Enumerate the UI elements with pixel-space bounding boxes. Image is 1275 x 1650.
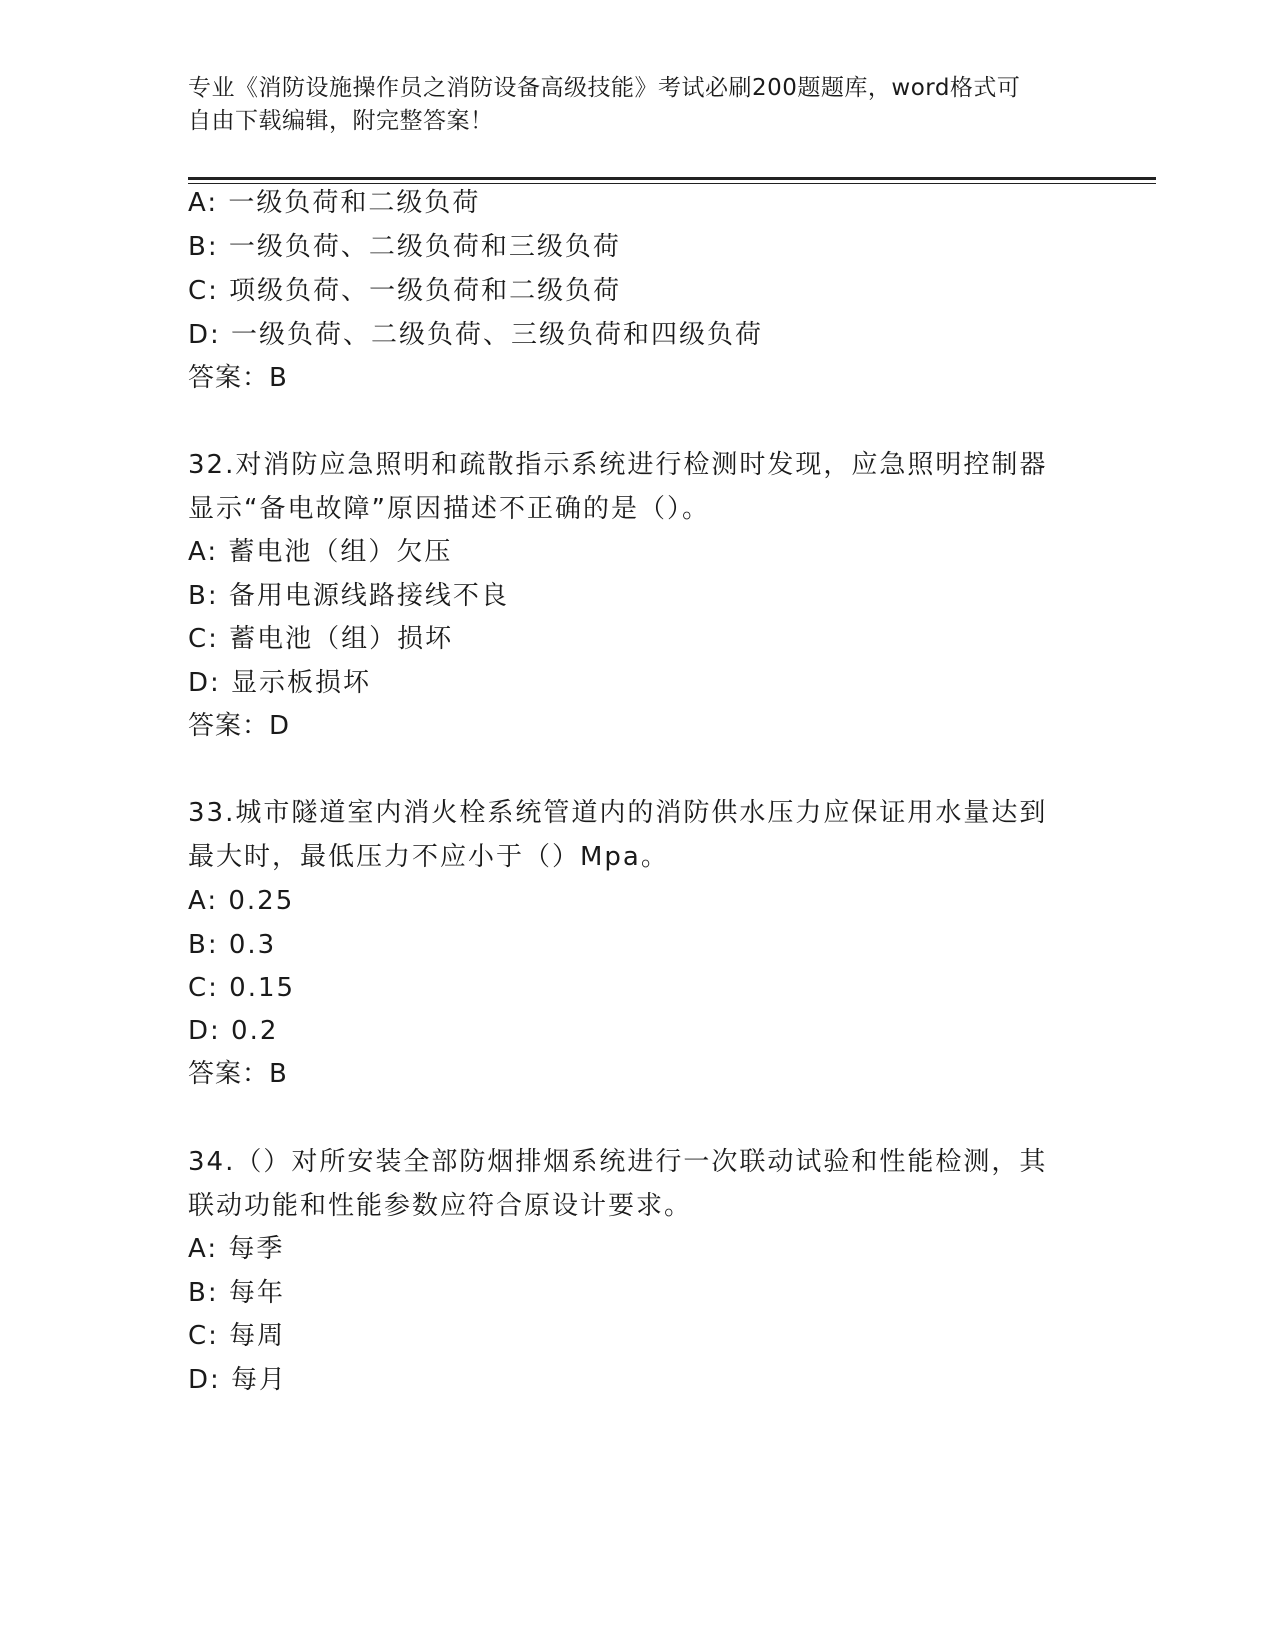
- header-divider-thin: [188, 183, 1156, 184]
- q34-stem-line-2: 联动功能和性能参数应符合原设计要求。: [188, 1191, 693, 1221]
- header-divider-thick: [188, 177, 1156, 180]
- header-line-1: 专业《消防设施操作员之消防设备高级技能》考试必刷200题题库，word格式可: [188, 75, 1021, 101]
- q32-answer: 答案：D: [188, 711, 291, 741]
- q33-option-b: B: 0.3: [188, 930, 277, 960]
- q32-option-d: D: 显示板损坏: [188, 668, 372, 698]
- q33-stem-line-2: 最大时，最低压力不应小于（）Mpa。: [188, 842, 669, 872]
- q31-answer: 答案：B: [188, 363, 288, 393]
- q32-stem-line-2: 显示“备电故障”原因描述不正确的是（）。: [188, 494, 710, 524]
- q32-option-c: C: 蓄电池（组）损坏: [188, 624, 454, 654]
- q33-stem-line-1: 33.城市隧道室内消火栓系统管道内的消防供水压力应保证用水量达到: [188, 798, 1048, 828]
- q34-option-d: D: 每月: [188, 1365, 288, 1395]
- q32-option-a: A: 蓄电池（组）欠压: [188, 537, 453, 567]
- q33-option-a: A: 0.25: [188, 886, 295, 916]
- q31-option-a: A: 一级负荷和二级负荷: [188, 188, 481, 218]
- q32-stem-line-1: 32.对消防应急照明和疏散指示系统进行检测时发现，应急照明控制器: [188, 450, 1048, 480]
- q34-option-b: B: 每年: [188, 1278, 285, 1308]
- q31-option-b: B: 一级负荷、二级负荷和三级负荷: [188, 232, 621, 262]
- q33-option-d: D: 0.2: [188, 1016, 279, 1046]
- q34-option-c: C: 每周: [188, 1321, 286, 1351]
- q31-option-d: D: 一级负荷、二级负荷、三级负荷和四级负荷: [188, 320, 764, 350]
- q34-option-a: A: 每季: [188, 1234, 285, 1264]
- document-header: [188, 72, 1068, 138]
- q33-option-c: C: 0.15: [188, 973, 296, 1003]
- q31-option-c: C: 项级负荷、一级负荷和二级负荷: [188, 276, 622, 306]
- q32-option-b: B: 备用电源线路接线不良: [188, 581, 509, 611]
- header-line-2: 自由下载编辑，附完整答案！: [188, 108, 494, 134]
- q33-answer: 答案：B: [188, 1059, 288, 1089]
- q34-stem-line-1: 34.（）对所安装全部防烟排烟系统进行一次联动试验和性能检测，其: [188, 1147, 1048, 1177]
